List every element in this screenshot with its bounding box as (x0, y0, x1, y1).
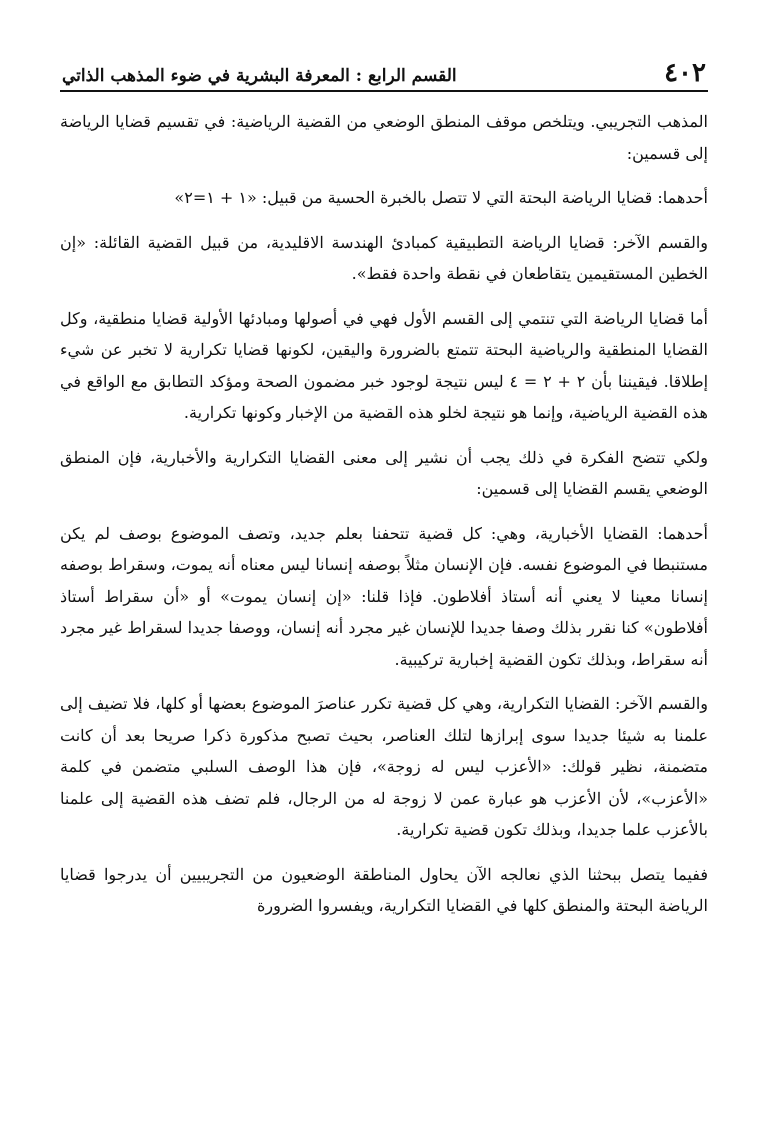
paragraph-4: أما قضايا الرياضة التي تنتمي إلى القسم الأول فهي في أصولها ومبادئها الأولية قضايا منطقية، وكل القضايا المنطقية والرياضية البحتة تتمتع بالضرورة واليقين، لكونها قضايا تكرارية لا تخبر عن شيء إطلاقا. فيقيننا بأن ٢ + ٢ = ٤ ليس نتيجة لوجود خبر مضمون الصحة ومؤكد التطابق مع الواقع في هذه القضية الرياضية، وإنما هو نتيجة لخلو هذه القضية من الإخبار وكونها تكرارية. (60, 308, 709, 422)
book-page (60, 48, 708, 935)
paragraph-2: أحدهما: قضايا الرياضة البحتة التي لا تتصل بالخبرة الحسية من قبيل: «١ + ١=٢» (174, 188, 708, 207)
chapter-title: القسم الرابع : المعرفة البشرية في ضوء المذهب الذاتي (62, 66, 457, 86)
paragraph-1: المذهب التجريبي. ويتلخص موقف المنطق الوضعي من القضية الرياضية: في تقسيم قضايا الرياضة إلى قسمين: (60, 112, 708, 163)
body-text (60, 106, 708, 922)
paragraph-5: ولكي تتضح الفكرة في ذلك يجب أن نشير إلى معنى القضايا التكرارية والأخبارية، فإن المنطق الوضعي يقسم القضايا إلى قسمين: (60, 447, 708, 498)
paragraph-6: أحدهما: القضايا الأخبارية، وهي: كل قضية تتحفنا بعلم جديد، وتصف الموضوع بوصف لم يكن مستنبطا في الموضوع نفسه. فإن الإنسان مثلاً بوصفه إنسانا ليس معناه أنه يموت، وسقراط بوصفه إنسانا معينا لا يعني أنه أستاذ أفلاطون. فإذا قلنا: «إن إنسان يموت» أو «أن سقراط أستاذ أفلاطون» كنا نقرر بذلك وصفا جديدا للإنسان غير مجرد أنه إنسان، ووصفا جديدا لسقراط غير مجرد أنه سقراط، وبذلك تكون القضية إخبارية تركيبية. (60, 523, 708, 669)
paragraph-8: ففيما يتصل ببحثنا الذي نعالجه الآن يحاول المناطقة الوضعيون من التجريبيين أن يدرجوا قضايا الرياضة البحتة والمنطق كلها في القضايا التكرارية، ويفسروا الضرورة (60, 864, 709, 915)
paragraph-3: والقسم الآخر: قضايا الرياضة التطبيقية كمبادئ الهندسة الاقليدية، من قبيل القضية القائلة: «إن الخطين المستقيمين يتقاطعان في نقطة واحدة فقط». (60, 232, 708, 283)
page-number: ٤٠٢ (664, 58, 706, 88)
paragraph-7: والقسم الآخر: القضايا التكرارية، وهي كل قضية تكرر عناصرَ الموضوع بعضها أو كلها، فلا تضيف إلى علمنا به شيئا جديدا سوى إبرازها لتلك العناصر، بحيث تصبح مذكورة ذكرا صريحا بعد أن كانت متضمنة، نظير قولك: «الأعزب ليس له زوجة»، فإن هذا الوصف السلبي متضمن في كلمة «الأعزب»، لأن الأعزب هو عبارة عمن لا زوجة له من الرجال، فلم تضف هذه القضية إلى علمنا بالأعزب علما جديدا، وبذلك تكون قضية تكرارية. (60, 694, 708, 839)
running-header (60, 48, 708, 92)
